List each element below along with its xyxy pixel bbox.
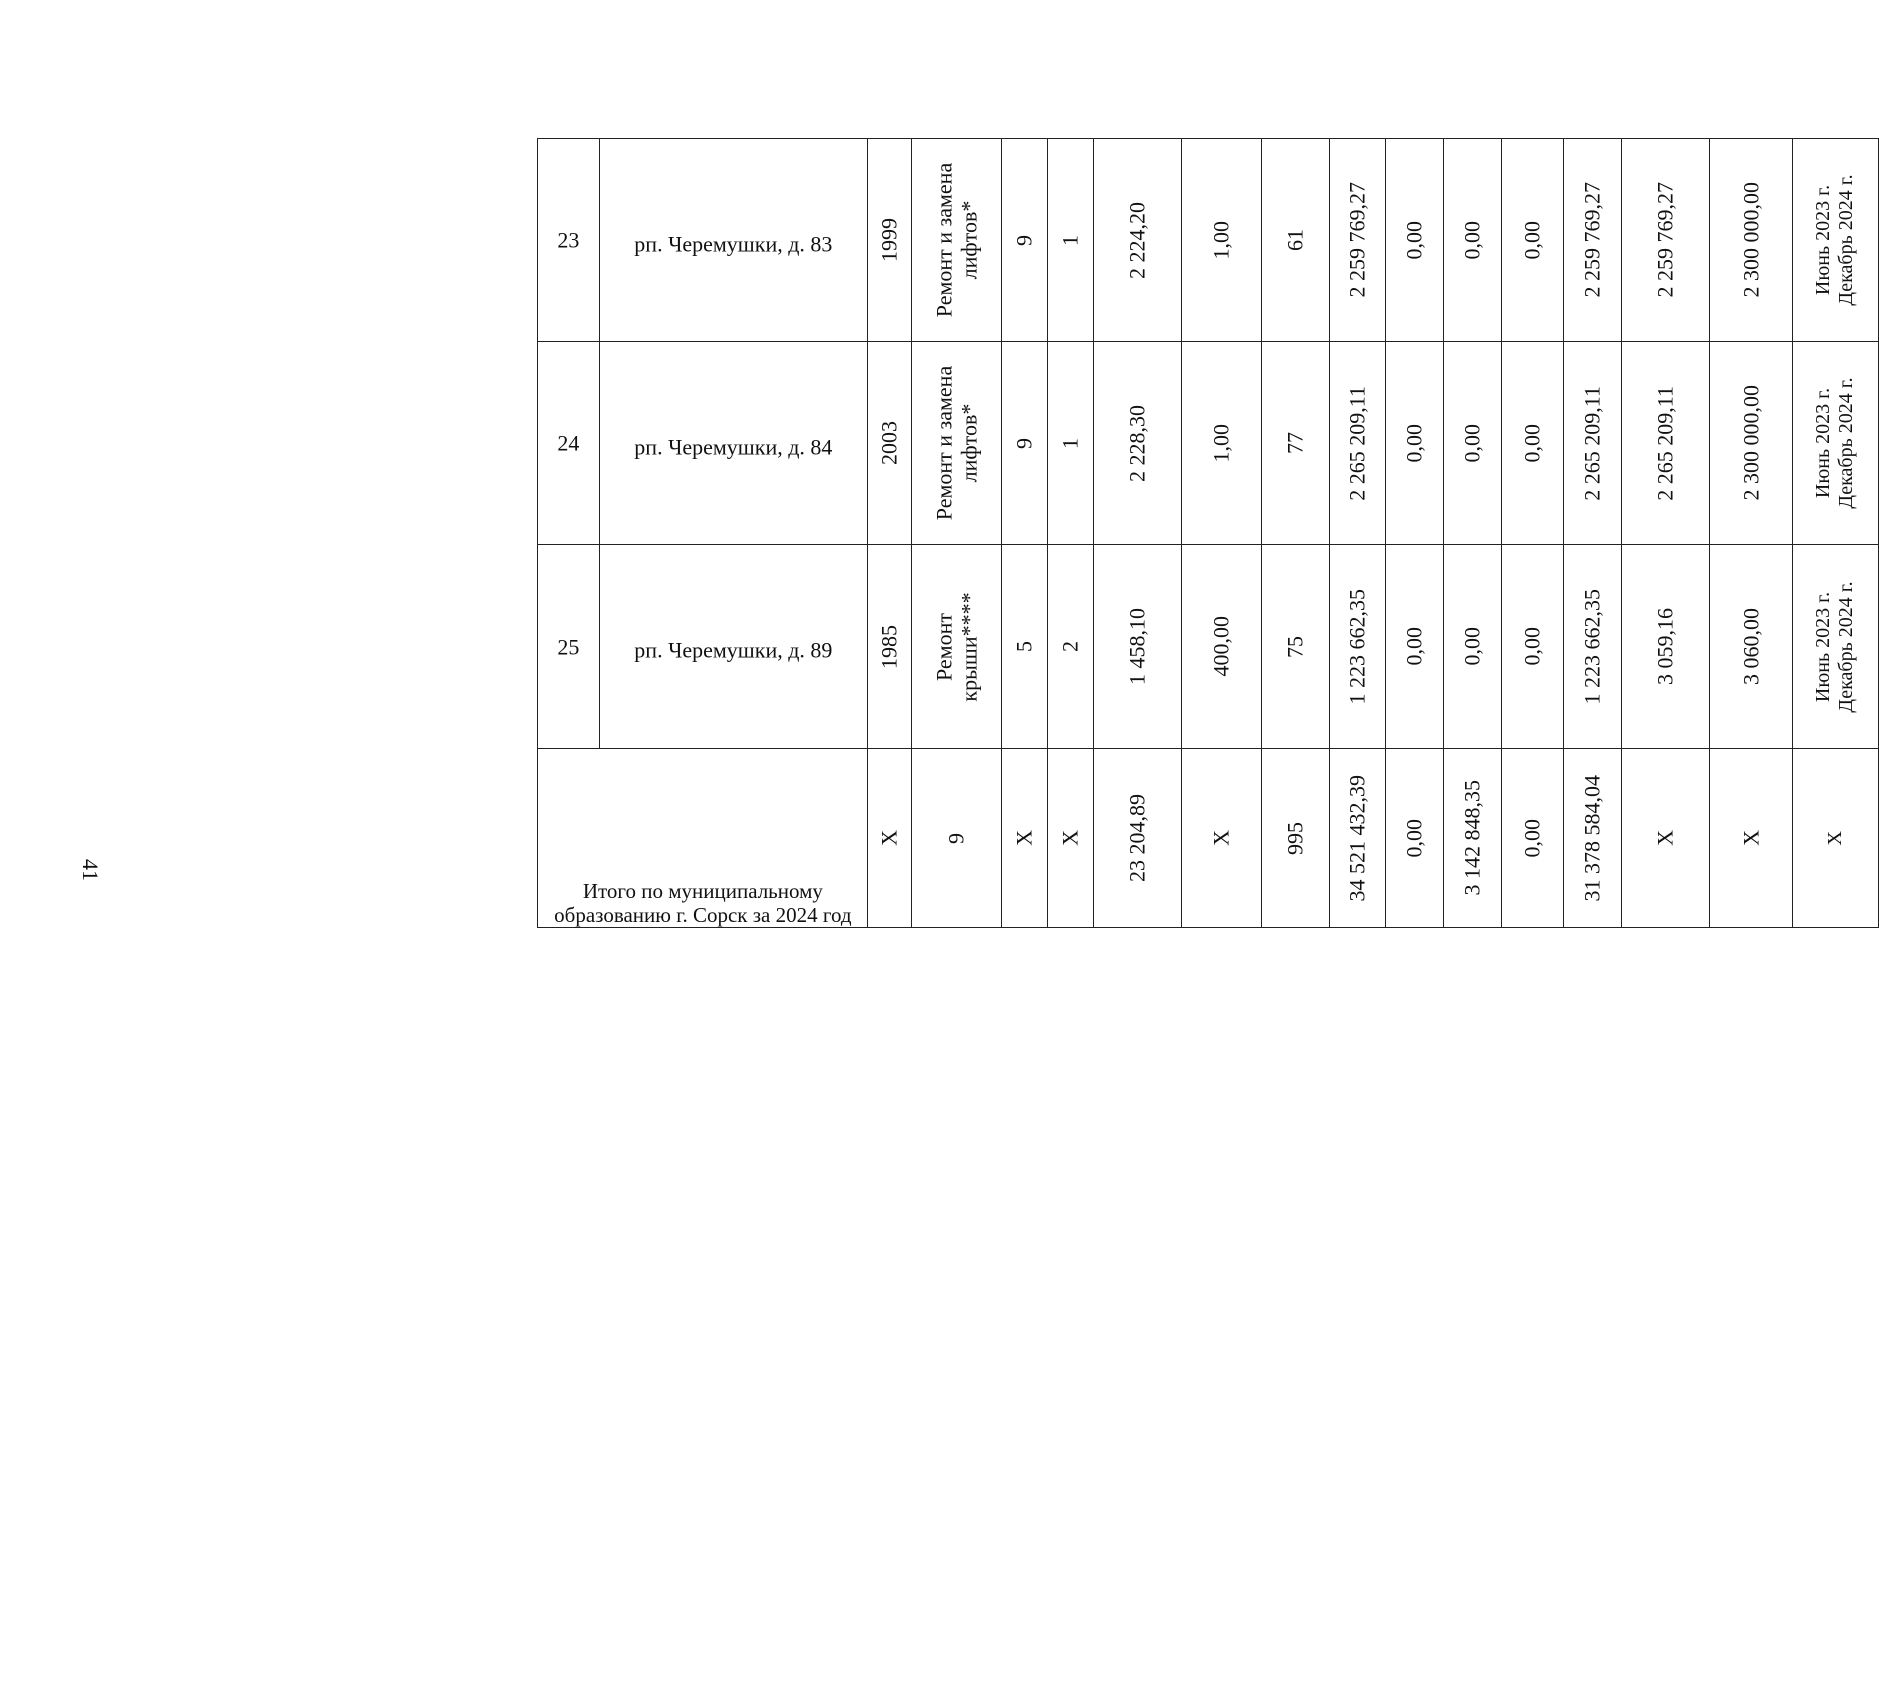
row-24-period-cell	[1793, 342, 1879, 545]
cell-text: Х	[876, 830, 902, 846]
cell-text: 9	[1011, 437, 1037, 449]
cell-text: 3 059,16	[1652, 608, 1678, 685]
total-row-unit-cost-cell	[1622, 749, 1710, 928]
row-23-fund-a-cell	[1386, 139, 1444, 342]
row-25-owners-funds-cell	[1564, 545, 1622, 749]
row-24-fund-a-cell	[1386, 342, 1444, 545]
field-row-owners-funds	[1564, 139, 1622, 928]
total-label-cell	[538, 749, 868, 928]
field-row-limit-cost	[1710, 139, 1793, 928]
cell-text: 2 265 209,11	[1652, 385, 1678, 501]
cell-text: 995	[1282, 821, 1308, 855]
total-row-unit-volume-cell	[1182, 749, 1262, 928]
repair-table	[547, 138, 1879, 927]
cell-text: 2003	[876, 421, 902, 465]
repair-table-grid	[537, 138, 1879, 928]
cell-text: 0,00	[1401, 818, 1427, 858]
total-row-residents-cell	[1262, 749, 1330, 928]
cell-text: 23 204,89	[1124, 794, 1150, 882]
cell-text: Х	[1011, 830, 1037, 846]
cell-text: 1985	[876, 624, 902, 669]
cell-text: 1	[1057, 234, 1083, 246]
row-24-total-cost-cell	[1330, 342, 1386, 545]
cell-text: 1 223 662,35	[1344, 588, 1370, 705]
cell-text: 9	[943, 832, 969, 844]
row-25-limit-cost-cell	[1710, 545, 1793, 749]
row-25-total-cost-cell	[1330, 545, 1386, 749]
row-24-residents-cell	[1262, 342, 1330, 545]
row-24-fund-b-cell	[1444, 342, 1502, 545]
row-25-area-cell	[1094, 545, 1182, 749]
total-row-year-cell	[868, 749, 912, 928]
cell-text: 0,00	[1459, 627, 1485, 666]
total-row-entrances-cell	[1048, 749, 1094, 928]
total-row-limit-cost-cell	[1710, 749, 1793, 928]
row-24-work-cell	[912, 342, 1002, 545]
cell-text: 2 259 769,27	[1344, 182, 1370, 298]
field-row-period	[1793, 139, 1879, 928]
total-row-period-cell	[1793, 749, 1879, 928]
row-23-fund-b-cell	[1444, 139, 1502, 342]
cell-text: 2 300 000,00	[1738, 182, 1764, 298]
cell-text: 2 265 209,11	[1579, 385, 1605, 501]
cell-text: Х	[1208, 830, 1234, 846]
cell-text: 0,00	[1401, 220, 1427, 260]
cell-text: 0,00	[1459, 423, 1485, 463]
row-23-area-cell	[1094, 139, 1182, 342]
field-row-year	[868, 139, 912, 928]
cell-text: 5	[1011, 641, 1037, 652]
cell-text: 75	[1282, 635, 1308, 658]
field-row-address	[600, 139, 868, 928]
row-25-fund-b-cell	[1444, 545, 1502, 749]
row-23-year-cell	[868, 139, 912, 342]
cell-text: 24	[557, 430, 580, 456]
row-25-fund-a-cell	[1386, 545, 1444, 749]
cell-text: рп. Черемушки, д. 83	[634, 231, 833, 257]
row-23-unit-volume-cell	[1182, 139, 1262, 342]
cell-text: рп. Черемушки, д. 89	[634, 637, 833, 663]
cell-text: Х	[1738, 830, 1764, 846]
field-row-unit-cost	[1622, 139, 1710, 928]
cell-text: 0,00	[1459, 220, 1485, 260]
field-row-total-cost	[1330, 139, 1386, 928]
row-24-owners-funds-cell	[1564, 342, 1622, 545]
cell-text: Х	[1652, 830, 1678, 846]
cell-text: рп. Черемушки, д. 84	[634, 434, 833, 460]
row-23-residents-cell	[1262, 139, 1330, 342]
row-25-fund-c-cell	[1502, 545, 1564, 749]
cell-text: 0,00	[1519, 818, 1545, 858]
row-23-total-cost-cell	[1330, 139, 1386, 342]
cell-text: Июнь 2023 г. Декабрь 2024 г.	[1812, 174, 1858, 306]
row-25-work-cell	[912, 545, 1002, 749]
row-24-limit-cost-cell	[1710, 342, 1793, 545]
field-row-fund-b	[1444, 139, 1502, 928]
cell-text: 61	[1282, 229, 1308, 251]
cell-text: 2 228,30	[1124, 404, 1150, 482]
cell-text: 0,00	[1401, 423, 1427, 463]
row-24-year-cell	[868, 342, 912, 545]
cell-text: Июнь 2023 г. Декабрь 2024 г.	[1812, 377, 1858, 509]
total-row-total-cost-cell	[1330, 749, 1386, 928]
field-row-work	[912, 139, 1002, 928]
cell-text: 34 521 432,39	[1344, 774, 1370, 902]
cell-text: 0,00	[1519, 627, 1545, 666]
row-23-period-cell	[1793, 139, 1879, 342]
total-row-fund-a-cell	[1386, 749, 1444, 928]
total-row-work-cell	[912, 749, 1002, 928]
row-24-unit-volume-cell	[1182, 342, 1262, 545]
row-23-limit-cost-cell	[1710, 139, 1793, 342]
field-row-residents	[1262, 139, 1330, 928]
cell-text: 0,00	[1401, 627, 1427, 666]
cell-text: 2 259 769,27	[1652, 182, 1678, 298]
row-23-num-cell	[538, 139, 600, 342]
row-25-unit-volume-cell	[1182, 545, 1262, 749]
row-25-address-cell	[600, 545, 868, 749]
cell-text: Ремонт и замена лифтов*	[931, 162, 982, 318]
field-row-area	[1094, 139, 1182, 928]
total-row-owners-funds-cell	[1564, 749, 1622, 928]
row-23-work-cell	[912, 139, 1002, 342]
total-row-fund-c-cell	[1502, 749, 1564, 928]
row-23-fund-c-cell	[1502, 139, 1564, 342]
cell-text: 400,00	[1208, 616, 1234, 677]
cell-text: 1	[1057, 437, 1083, 449]
row-24-entrances-cell	[1048, 342, 1094, 545]
cell-text: 3 142 848,35	[1459, 780, 1485, 896]
cell-text: 1,00	[1208, 423, 1234, 463]
row-25-year-cell	[868, 545, 912, 749]
row-24-fund-c-cell	[1502, 342, 1564, 545]
cell-text: 1999	[876, 218, 902, 262]
row-23-entrances-cell	[1048, 139, 1094, 342]
cell-text: 1,00	[1208, 220, 1234, 260]
row-25-entrances-cell	[1048, 545, 1094, 749]
row-25-period-cell	[1793, 545, 1879, 749]
cell-text: 9	[1011, 234, 1037, 246]
cell-text: Итого по муниципальному образованию г. Сорск за 2024 год	[553, 878, 852, 927]
row-23-floors-cell	[1002, 139, 1048, 342]
total-row-fund-b-cell	[1444, 749, 1502, 928]
row-25-unit-cost-cell	[1622, 545, 1710, 749]
cell-text: Х	[1057, 830, 1083, 846]
row-23-owners-funds-cell	[1564, 139, 1622, 342]
cell-text: 77	[1282, 432, 1308, 454]
cell-text: 2 224,20	[1124, 201, 1150, 279]
cell-text: 25	[557, 633, 580, 659]
field-row-unit-volume	[1182, 139, 1262, 928]
total-row-area-cell	[1094, 749, 1182, 928]
field-row-fund-a	[1386, 139, 1444, 928]
row-25-num-cell	[538, 545, 600, 749]
row-24-unit-cost-cell	[1622, 342, 1710, 545]
cell-text: 3 060,00	[1738, 608, 1764, 685]
cell-text: 2 259 769,27	[1579, 182, 1605, 298]
row-25-floors-cell	[1002, 545, 1048, 749]
cell-text: 2 265 209,11	[1344, 385, 1370, 501]
row-23-address-cell	[600, 139, 868, 342]
cell-text: 31 378 584,04	[1579, 774, 1605, 902]
cell-text: Ремонт крыши****	[931, 591, 982, 702]
row-24-address-cell	[600, 342, 868, 545]
row-23-unit-cost-cell	[1622, 139, 1710, 342]
cell-text: 1 458,10	[1124, 608, 1150, 685]
row-25-residents-cell	[1262, 545, 1330, 749]
cell-text: Июнь 2023 г. Декабрь 2024 г.	[1812, 580, 1858, 713]
cell-text: Ремонт и замена лифтов*	[931, 365, 982, 521]
row-24-num-cell	[538, 342, 600, 545]
total-row-floors-cell	[1002, 749, 1048, 928]
row-24-floors-cell	[1002, 342, 1048, 545]
field-row-fund-c	[1502, 139, 1564, 928]
cell-text: 0,00	[1519, 220, 1545, 260]
row-24-area-cell	[1094, 342, 1182, 545]
cell-text: 0,00	[1519, 423, 1545, 463]
cell-text: 1 223 662,35	[1579, 588, 1605, 705]
page-number: 41	[78, 859, 103, 881]
cell-text: Х	[1824, 830, 1846, 846]
field-row-floors	[1002, 139, 1048, 928]
cell-text: 2	[1057, 641, 1083, 652]
cell-text: 23	[557, 227, 580, 253]
field-row-entrances	[1048, 139, 1094, 928]
cell-text: 2 300 000,00	[1738, 385, 1764, 501]
